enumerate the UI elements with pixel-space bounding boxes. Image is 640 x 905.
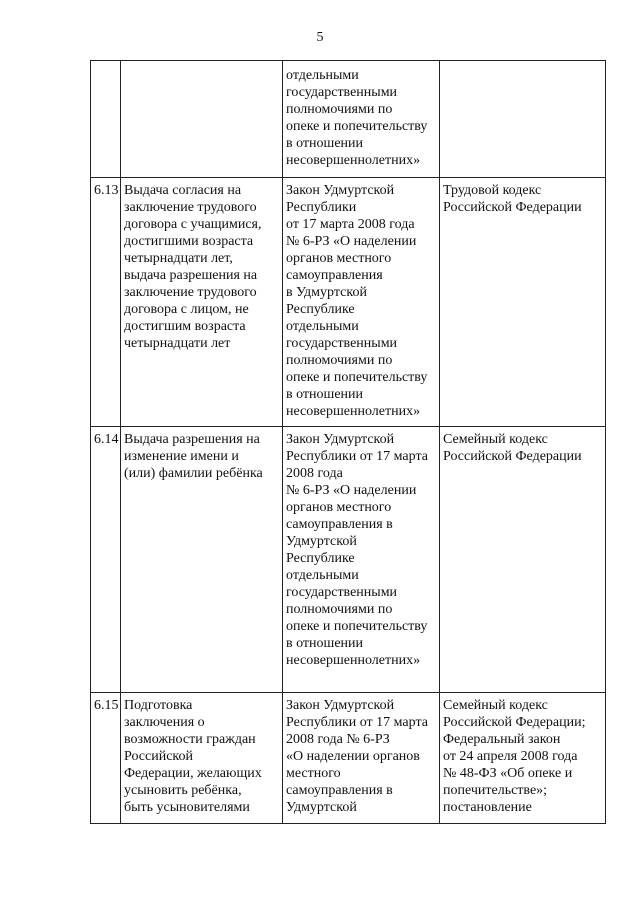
legal-basis-regional: Закон Удмуртской Республики от 17 марта 2008 года № 6-РЗ «О наделении органов местного самоуправления в Удмуртской Республике отдельными государственными полномочиями по опеке и попечительству в отношении несовершеннолетних»	[283, 178, 440, 427]
service-name: Выдача согласия на заключение трудового договора с учащимися, достигшими возраста четырнадцати лет, выдача разрешения на заключение трудового договора с лицом, не достигшим возраста четырнадцати лет	[121, 178, 283, 427]
table-row	[91, 178, 606, 427]
services-table	[90, 60, 606, 824]
legal-basis-federal: Семейный кодекс Российской Федерации; Федеральный закон от 24 апреля 2008 года № 48-ФЗ «Об опеке и попечительстве»; постановление	[440, 693, 606, 824]
row-number: 6.13	[91, 178, 121, 427]
legal-basis-regional: Закон Удмуртской Республики от 17 марта 2008 года № 6-РЗ «О наделении органов местного самоуправления в Удмуртской	[283, 693, 440, 824]
legal-basis-regional: отдельными государственными полномочиями по опеке и попечительству в отношении несовершеннолетних»	[283, 61, 440, 178]
legal-basis-federal: Трудовой кодекс Российской Федерации	[440, 178, 606, 427]
row-number	[91, 61, 121, 178]
service-name: Подготовка заключения о возможности граждан Российской Федерации, желающих усыновить ребёнка, быть усыновителями	[121, 693, 283, 824]
service-name	[121, 61, 283, 178]
table-row	[91, 427, 606, 693]
legal-basis-regional: Закон Удмуртской Республики от 17 марта 2008 года № 6-РЗ «О наделении органов местного самоуправления в Удмуртской Республике отдельными государственными полномочиями по опеке и попечительству в отношении несовершеннолетних»	[283, 427, 440, 693]
page-number: 5	[316, 30, 324, 45]
legal-basis-federal	[440, 61, 606, 178]
table-row	[91, 693, 606, 824]
legal-basis-federal: Семейный кодекс Российской Федерации	[440, 427, 606, 693]
service-name: Выдача разрешения на изменение имени и (или) фамилии ребёнка	[121, 427, 283, 693]
row-number: 6.14	[91, 427, 121, 693]
row-number: 6.15	[91, 693, 121, 824]
table-row	[91, 61, 606, 178]
